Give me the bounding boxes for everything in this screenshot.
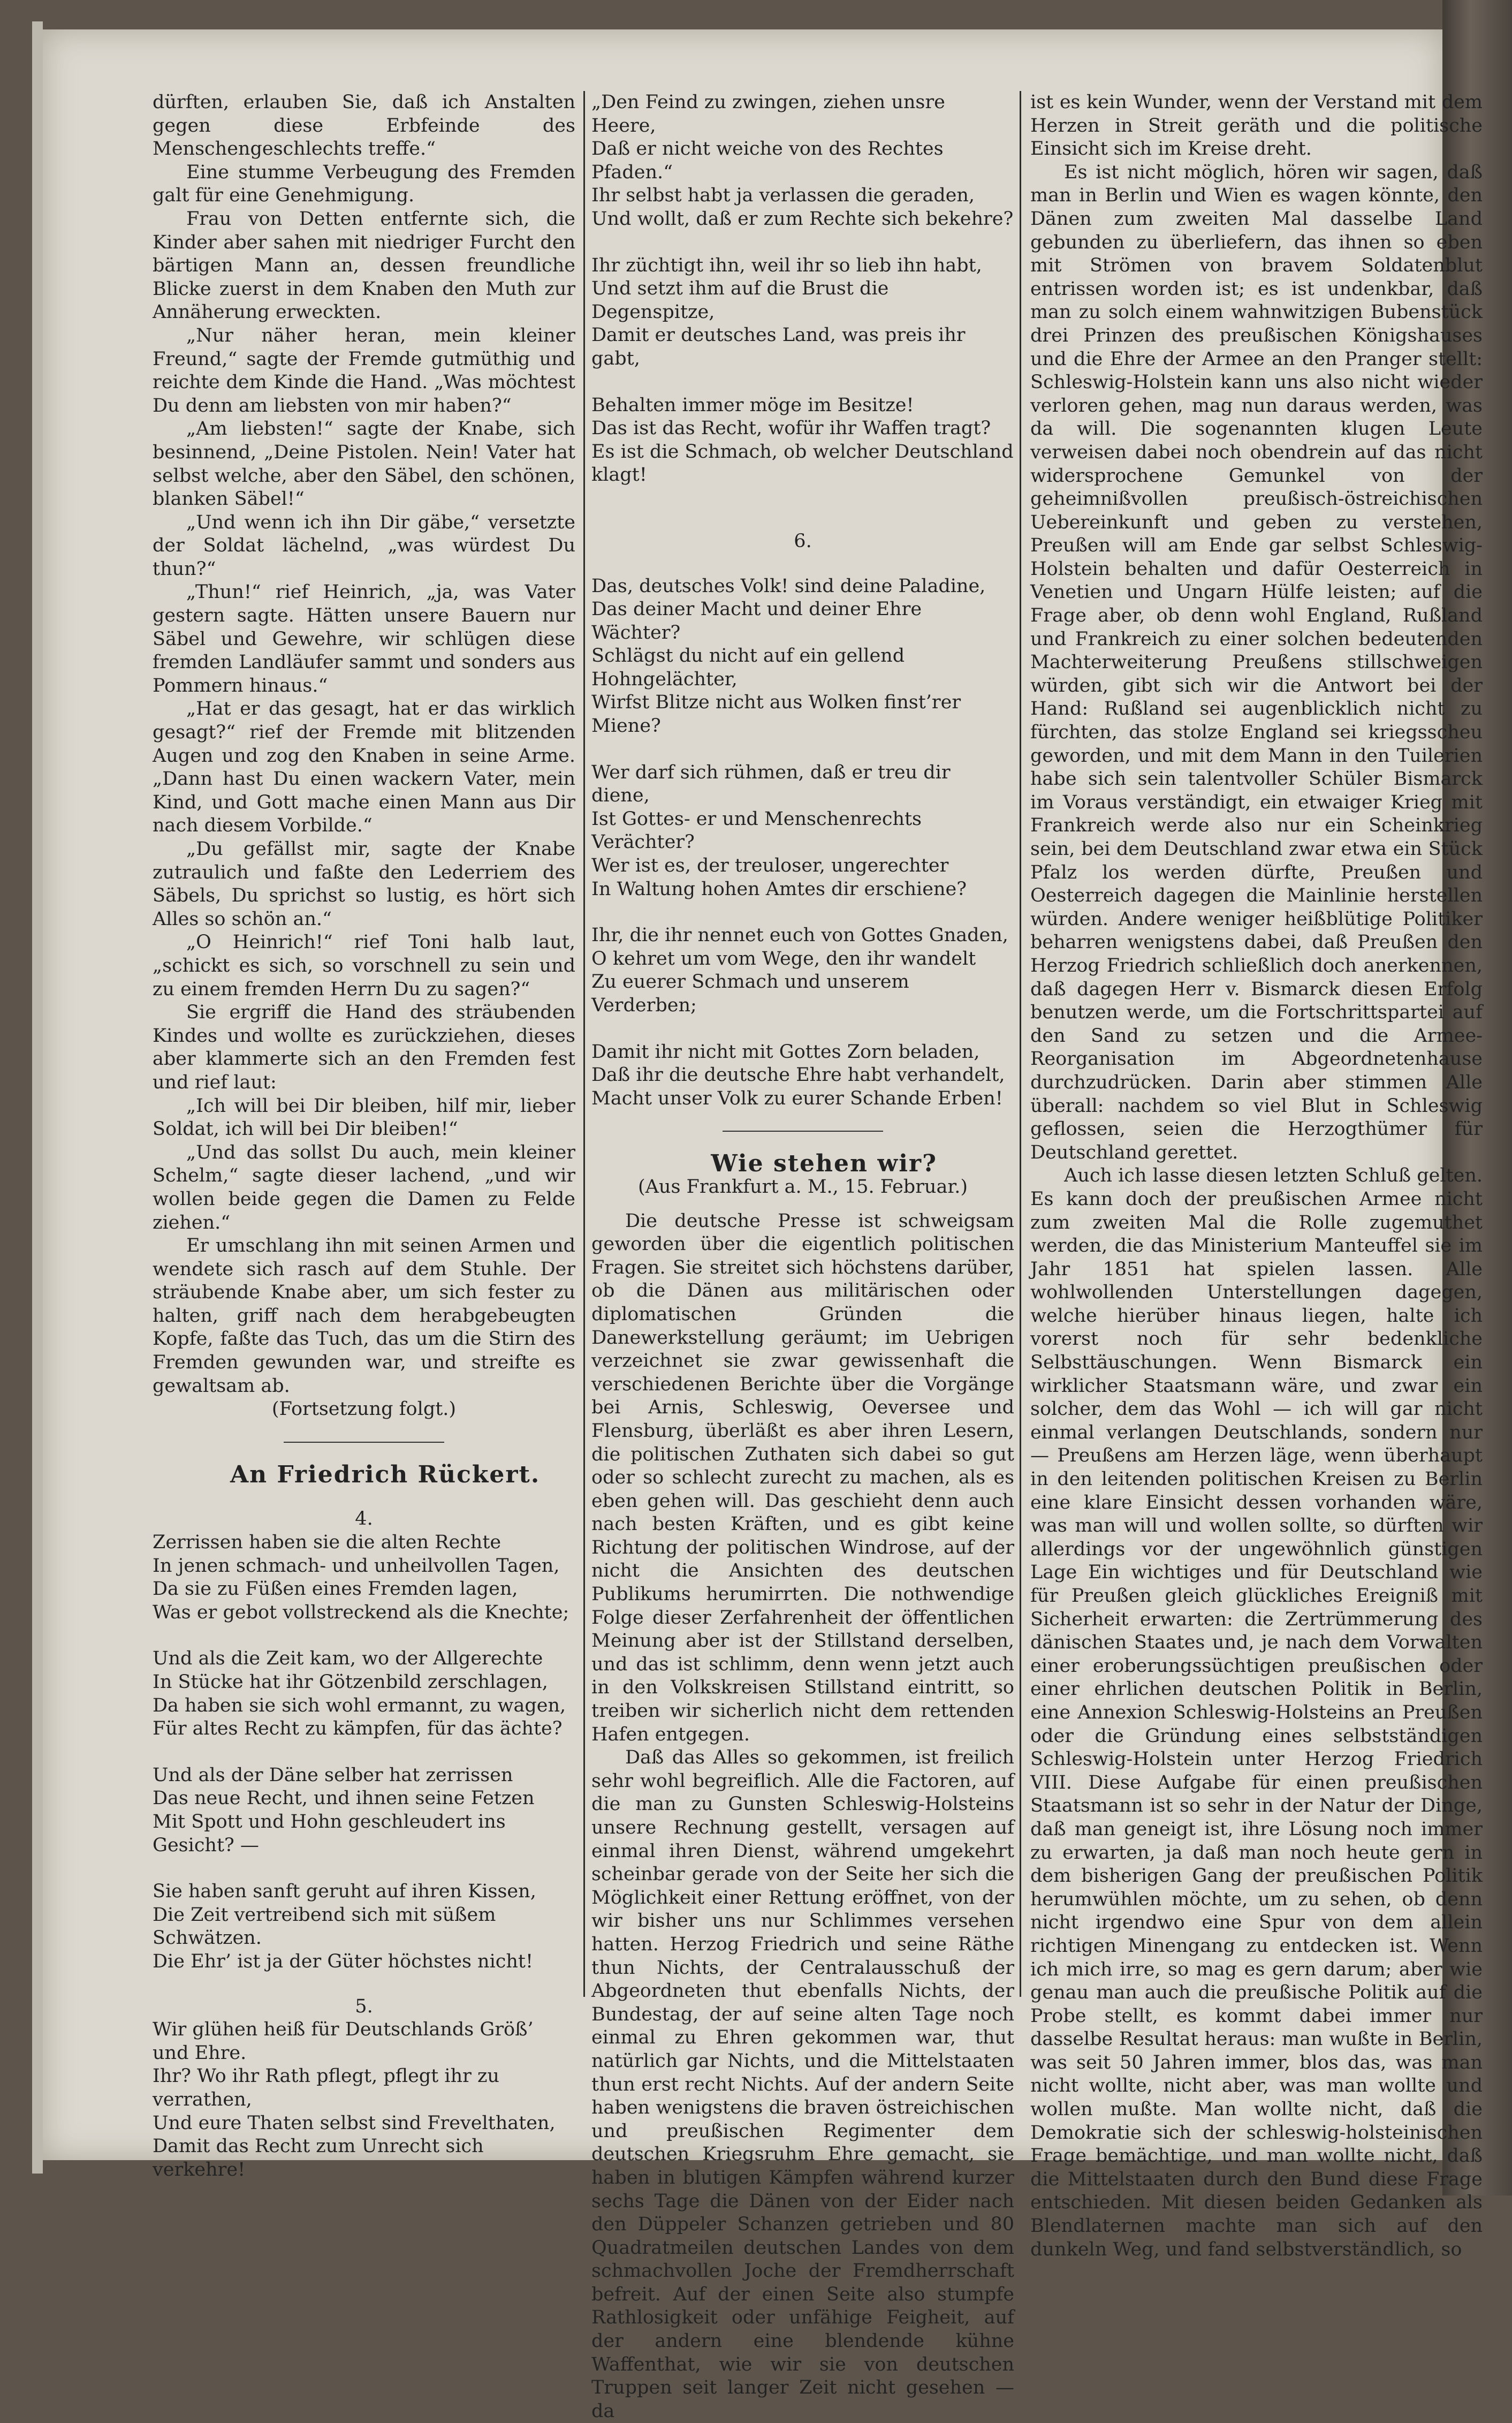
article-source: (Aus Frankfurt a. M., 15. Februar.) <box>637 1176 968 1198</box>
poem-line: Daß ihr die deutsche Ehre habt verhandelt, <box>591 1064 1005 1086</box>
poem-line: Das, deutsches Volk! sind deine Paladine, <box>591 575 986 597</box>
story-paragraph: „Du gefällst mir, sagte der Knabe zutraulich und faßte den Lederriem des Säbels, Du sprichst so lustig, es hört sich Alles so schön an.“ <box>153 838 575 930</box>
poem-line: Die Zeit vertreibend sich mit süßem Schwätzen. <box>153 1904 496 1949</box>
poem-line: Es ist die Schmach, ob welcher Deutschland klagt! <box>591 441 1014 486</box>
continued-note: (Fortsetzung folgt.) <box>271 1398 457 1420</box>
column-rule-1 <box>583 91 585 1997</box>
poem-line: Zu euerer Schmach und unserem Verderben; <box>591 971 909 1016</box>
poem-line: Für altes Recht zu kämpfen, für das ächte? <box>153 1718 563 1740</box>
poem-line: Was er gebot vollstreckend als die Knechte; <box>153 1601 569 1623</box>
poem-line: Und wollt, daß er zum Rechte sich bekehre? <box>591 208 1014 230</box>
story-paragraph: „Und wenn ich ihn Dir gäbe,“ versetzte der Soldat lächelnd, „was würdest Du thun?“ <box>153 511 575 580</box>
poem-line: Das neue Recht, und ihnen seine Fetzen <box>153 1788 535 1809</box>
poem-5-continued <box>591 91 1014 487</box>
poem-line: Wir glühen heiß für Deutschlands Größ’ und Ehre. <box>153 2019 534 2064</box>
article-paragraph: Daß das Alles so gekommen, ist freilich sehr wohl begreiflich. Alle die Factoren, auf die man zu Gunsten Schleswig-Holsteins unsere Rechnung gestellt, versagen auf einmal ihren Dienst, während umgekehrt scheinbar gerade von der Seite her sich die Möglichkeit einer Rettung eröffnet, von der wir bisher uns nur Schlimmes versehen hatten. Herzog Friedrich und seine Räthe thun Nichts, der Centralausschuß der Abgeordneten thut ebenfalls Nichts, der Bundestag, der auf seine alten Tage noch einmal zu Ehren gekommen war, thut natürlich gar Nichts, und die Mittelstaaten thun erst recht Nichts. Auf der andern Seite haben wenigstens die braven östreichischen und preußischen Regimenter dem deutschen Kriegsruhm Ehre gemacht, sie haben in blutigen Kämpfen während kurzer sechs Tage die Dänen von der Eider nach den Düppeler Schanzen getrieben und 80 Quadratmeilen deutschen Landes von dem schmachvollen Joche der Fremdherrschaft befreit. Auf der einen Seite also stumpfe Rathlosigkeit oder unfähige Feigheit, auf der andern eine blendende kühne Waffenthat, wie wir sie von deutschen Truppen seit langer Zeit nicht gesehen — da <box>591 1747 1014 2422</box>
poem-line: Wirfst Blitze nicht aus Wolken finst’rer Miene? <box>591 692 961 737</box>
poem-line: Schlägst du nicht auf ein gellend Hohngelächter, <box>591 645 905 690</box>
poem-line: Damit er deutsches Land, was preis ihr gabt, <box>591 324 966 369</box>
poem-line: Ihr züchtigt ihn, weil ihr so lieb ihn habt, <box>591 254 982 276</box>
poem-line: O kehret um vom Wege, den ihr wandelt <box>591 948 976 970</box>
poem-line: Behalten immer möge im Besitze! <box>591 394 914 416</box>
poem-line: Und als der Däne selber hat zerrissen <box>153 1764 513 1786</box>
poem-line: Und eure Thaten selbst sind Frevelthaten, <box>153 2112 556 2134</box>
story-paragraph: Er umschlang ihn mit seinen Armen und wendete sich rasch auf dem Stuhle. Der sträubende Knabe aber, um sich fester zu halten, griff nach dem herabgebeugten Kopfe, faßte das Tuch, das um die Stirn des Fremden gewunden war, und streifte es gewaltsam ab. <box>153 1235 575 1397</box>
story-paragraph: „Hat er das gesagt, hat er das wirklich gesagt?“ rief der Fremde mit blitzenden Augen und zog den Knaben in seine Arme. „Dann hast Du einen wackern Vater, mein Kind, und Gott mache einen Mann aus Dir nach diesem Vorbilde.“ <box>153 698 575 837</box>
story-paragraph: Frau von Detten entfernte sich, die Kinder aber sahen mit niedriger Furcht den bärtigen Mann an, dessen freundliche Blicke zuerst in dem Knaben den Muth zur Annäherung erweckten. <box>153 208 575 323</box>
poem-line: Damit das Recht zum Unrecht sich verkehre! <box>153 2136 484 2180</box>
poem-line: Das deiner Macht und deiner Ehre Wächter? <box>591 599 922 643</box>
section-divider <box>284 1442 444 1443</box>
poem-line: Das ist das Recht, wofür ihr Waffen tragt? <box>591 418 991 440</box>
poem-4 <box>153 1531 575 1974</box>
section-divider <box>723 1131 883 1132</box>
poem-line: Und setzt ihm auf die Brust die Degenspitze, <box>591 278 889 323</box>
poem-line: Wer darf sich rühmen, daß er treu dir diene, <box>591 761 951 807</box>
column-2 <box>591 91 1014 2423</box>
poem-line: In jenen schmach- und unheilvollen Tagen, <box>153 1555 560 1577</box>
poem-line: Mit Spott und Hohn geschleudert ins Gesicht? — <box>153 1811 506 1856</box>
story-paragraph: „Thun!“ rief Heinrich, „ja, was Vater gestern sagte. Hätten unsere Bauern nur Säbel und Gewehre, wir schlügen diese fremden Landläufer sammt und sonders aus Pommern hinaus.“ <box>153 581 575 696</box>
story-paragraph: Sie ergriff die Hand des sträubenden Kindes und wollte es zurückziehen, dieses aber klammerte sich an den Fremden fest und rief laut: <box>153 1002 575 1093</box>
poem-number: 5. <box>355 1995 373 2017</box>
article-paragraph: Es ist nicht möglich, hören wir sagen, daß man in Berlin und Wien es wagen könnte, den Dänen zum zweiten Mal dasselbe Land gebunden zu überliefern, das ihnen so eben mit Strömen von bravem Soldatenblut entrissen worden ist; es ist undenkbar, daß man zu solch einem wahnwitzigen Bubenstück drei Prinzen des preußischen Königshauses und die Ehre der Armee an den Pranger stellt: Schleswig-Holstein kann uns also nicht wieder verloren gehen, mag nun daraus werden, was da will. Die sogenannten klugen Leute verweisen dabei noch obendrein auf das nicht widersprochene Gemunkel von der geheimnißvollen preußisch-östreichischen Uebereinkunft und geben zu verstehen, Preußen will am Ende gar selbst Schleswig-Holstein behalten und dafür Oesterreich in Venetien und Ungarn Hülfe leisten; auf die Frage aber, ob denn wohl England, Rußland und Frankreich zu einer solchen bedeutenden Machterweiterung Preußens stillschweigen würden, gibt sich wir die Antwort bei der Hand: Rußland sei augenblicklich nicht zu fürchten, das stolze England sei kriegsscheu geworden, und mit dem Mann in den Tuilerien habe sich sein talentvoller Schüler Bismarck im Voraus verständigt, ein etwaiger Krieg mit Frankreich werde also nur ein Scheinkrieg sein, bei dem Deutschland zwar etwa ein Stück Pfalz los werden dürfte, Preußen und Oesterreich dagegen die Mainlinie herstellen würden. Andere weniger heißblütige Politiker beharren wenigstens dabei, daß Preußen den Herzog Friedrich schließlich doch anerkennen, daß dagegen Herr v. Bismarck diesen Erfolg benutzen werde, um die Fortschrittspartei auf den Sand zu setzen und die Armee-Reorganisation im Abgeordnetenhause durchzudrücken. Darin aber stimmen Alle überall: nachdem so viel Blut in Schleswig geflossen, seien die Herzogthümer für Deutschland gerettet. <box>1030 161 1483 1163</box>
article-paragraph: Die deutsche Presse ist schweigsam geworden über die eigentlich politischen Fragen. Sie streitet sich höchstens darüber, ob die Dänen aus militärischen oder diplomatischen Gründen die Danewerkstellung geräumt; im Uebrigen verzeichnet sie zwar gewissenhaft die verschiedenen Berichte über die Vorgänge bei Arnis, Schleswig, Oeversee und Flensburg, überläßt es aber ihren Lesern, die politischen Zuthaten sich dabei so gut oder so schlecht zurecht zu machen, als es eben gehen will. Das geschieht denn auch nach besten Kräften, und es gibt keine Richtung der politischen Windrose, auf der nicht die Ansichten des deutschen Publikums herumirrten. Die nothwendige Folge dieser Zerfahrenheit der öffentlichen Meinung aber ist der Stillstand derselben, und das ist schlimm, denn wenn jetzt auch in den Volkskreisen Stillstand eintritt, so treiben wir sicherlich nicht dem rettenden Hafen entgegen. <box>591 1210 1014 1745</box>
column-rule-2 <box>1020 91 1021 1997</box>
story-paragraph: „Am liebsten!“ sagte der Knabe, sich besinnend, „Deine Pistolen. Nein! Vater hat selbst welche, aber den Säbel, den schönen, blanken Säbel!“ <box>153 418 575 510</box>
article-title: Wie stehen wir? <box>711 1150 937 1178</box>
story-paragraph: „Nur näher heran, mein kleiner Freund,“ sagte der Fremde gutmüthig und reichte dem Kinde die Hand. „Was möchtest Du denn am liebsten von mir haben?“ <box>153 324 575 417</box>
column-1 <box>153 91 575 2182</box>
story-paragraph: „Und das sollst Du auch, mein kleiner Schelm,“ sagte dieser lachend, „und wir wollen beide gegen die Damen zu Felde ziehen.“ <box>153 1141 575 1233</box>
poem-line: Da haben sie sich wohl ermannt, zu wagen, <box>153 1694 566 1716</box>
story-paragraph: „O Heinrich!“ rief Toni halb laut, „schickt es sich, so vorschnell zu sein und zu einem fremden Herrn Du zu sagen?“ <box>153 932 575 1000</box>
poem-number: 4. <box>355 1508 373 1530</box>
story-paragraph: dürften, erlauben Sie, daß ich Anstalten gegen diese Erbfeinde des Menschengeschlechts treffe.“ <box>153 92 575 160</box>
poem-line: „Den Feind zu zwingen, ziehen unsre Heere, <box>591 92 945 137</box>
story-paragraph: „Ich will bei Dir bleiben, hilf mir, lieber Soldat, ich will bei Dir bleiben!“ <box>153 1095 575 1140</box>
article-paragraph: ist es kein Wunder, wenn der Verstand mit dem Herzen in Streit geräth und die politische Einsicht sich im Kreise dreht. <box>1030 92 1483 160</box>
poem-line: Ihr? Wo ihr Rath pflegt, pflegt ihr zu verrathen, <box>153 2065 499 2110</box>
poem-line: Sie haben sanft geruht auf ihren Kissen, <box>153 1881 536 1903</box>
poem-line: In Waltung hohen Amtes dir erschiene? <box>591 878 967 900</box>
poem-line: Damit ihr nicht mit Gottes Zorn beladen, <box>591 1041 980 1063</box>
poem-line: Ihr selbst habt ja verlassen die geraden, <box>591 185 975 207</box>
poem-line: Und als die Zeit kam, wo der Allgerechte <box>153 1648 543 1670</box>
poem-line: Ihr, die ihr nennet euch von Gottes Gnaden, <box>591 925 1008 947</box>
page-edge <box>32 21 43 2174</box>
poem-line: In Stücke hat ihr Götzenbild zerschlagen, <box>153 1671 548 1693</box>
poem-6 <box>591 575 1014 1111</box>
story-paragraph: Eine stumme Verbeugung des Fremden galt für eine Genehmigung. <box>153 161 575 207</box>
column-3 <box>1030 91 1483 2261</box>
poem-line: Daß er nicht weiche von des Rechtes Pfaden.“ <box>591 138 944 183</box>
poem-line: Ist Gottes- er und Menschenrechts Verächter? <box>591 808 922 853</box>
poem-line: Macht unser Volk zu eurer Schande Erben! <box>591 1087 1003 1109</box>
poem-title: An Friedrich Rückert. <box>230 1460 541 1488</box>
poem-line: Zerrissen haben sie die alten Rechte <box>153 1532 502 1554</box>
poem-line: Die Ehr’ ist ja der Güter höchstes nicht! <box>153 1950 534 1972</box>
poem-number: 6. <box>794 530 812 552</box>
poem-5 <box>153 2018 575 2182</box>
poem-line: Wer ist es, der treuloser, ungerechter <box>591 855 949 877</box>
poem-line: Da sie zu Füßen eines Fremden lagen, <box>153 1578 518 1600</box>
article-paragraph: Auch ich lasse diesen letzten Schluß gelten. Es kann doch der preußischen Armee nicht zum zweiten Mal die Rolle zugemuthet werden, die das Ministerium Manteuffel sie im Jahr 1851 hat spielen lassen. Alle wohlwollenden Unterstellungen dagegen, welche hierüber hinaus liegen, halte ich vorerst noch für sehr bedenkliche Selbsttäuschungen. Wenn Bismarck ein wirklicher Staatsmann wäre, und zwar ein solcher, dem das Wohl — ich will gar nicht einmal verlangen Deutschlands, sondern nur — Preußens am Herzen läge, wenn überhaupt in den leitenden politischen Kreisen zu Berlin eine klare Einsicht dessen vorhanden wäre, was man will und wollen sollte, so dürften wir allerdings vor der ungewöhnlich günstigen Lage Ein wichtiges und für Deutschland wie für Preußen gleich glückliches Ereigniß mit Sicherheit erwarten: die Zertrümmerung des dänischen Staates und, je nach dem Vorwalten einer eroberungssüchtigen preußischen oder einer ehrlichen deutschen Politik in Berlin, eine Annexion Schleswig-Holsteins an Preußen oder die Gründung eines selbstständigen Schleswig-Holstein unter Herzog Friedrich VIII. Diese Aufgabe für einen preußischen Staatsmann ist so sehr in der Natur der Dinge, daß man geneigt ist, ihre Lösung noch immer zu erwarten, ja daß man noch heute gern in dem bisherigen Gang der preußischen Politik herumwühlen möchte, um zu sehen, ob denn nicht irgendwo eine Spur von dem allein richtigen Minengang zu entdecken ist. Wenn ich mich irre, so mag es gern darum; aber wie genau man auch die preußische Politik auf die Probe stellt, es kommt dabei immer nur dasselbe Resultat heraus: man wußte in Berlin, was seit 50 Jahren immer, blos das, was man nicht wollte, nicht aber, was man wollte und wollen mußte. Man wollte nicht, daß die Demokratie sich der schleswig-holsteinischen Frage bemächtige, und man wollte nicht, daß die Mittelstaaten durch den Bund diese Frage entschieden. Mit diesen beiden Gedanken als Blendlaternen machte man sich auf den dunkeln Weg, und fand selbstverständlich, so <box>1030 1165 1483 2260</box>
